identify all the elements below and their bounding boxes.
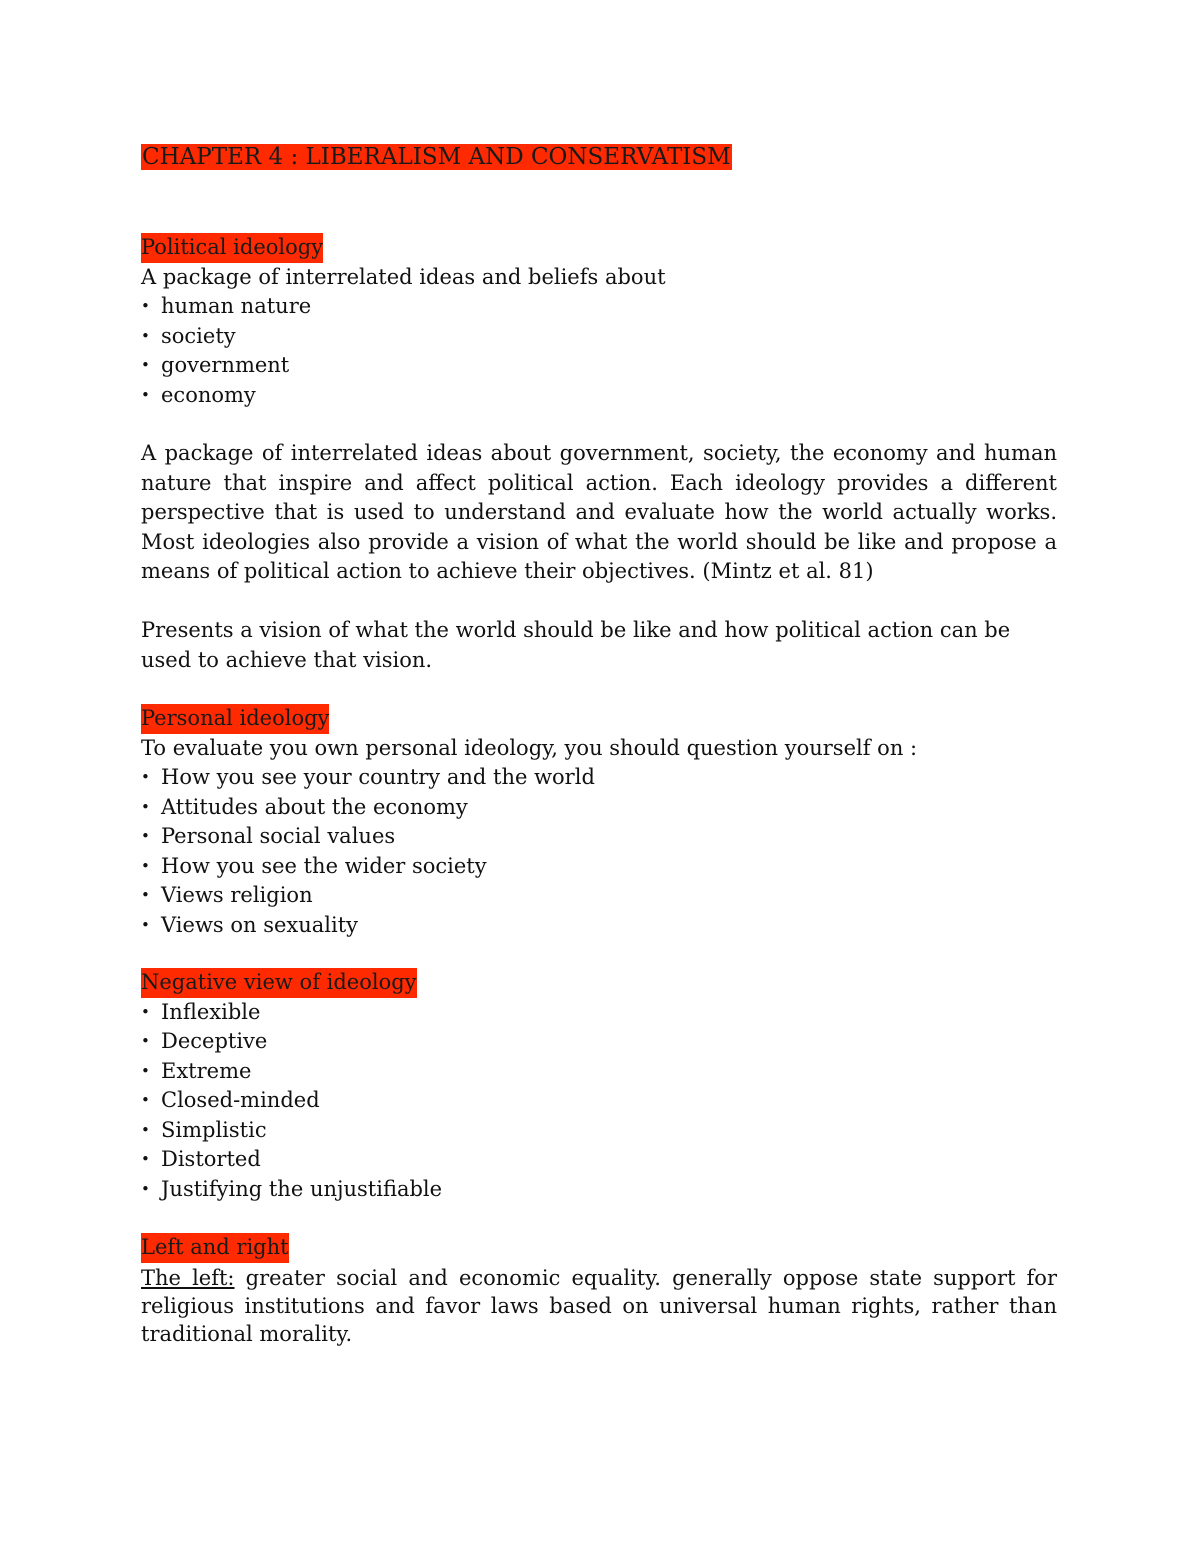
list-item: • Personal social values	[141, 822, 1057, 852]
list-item: • Attitudes about the economy	[141, 793, 1057, 823]
political-ideology-vision	[141, 616, 1041, 675]
section-heading-left-and-right: Left and right	[141, 1233, 289, 1263]
list-item: • Distorted	[141, 1145, 1057, 1175]
left-definition	[141, 1264, 1057, 1348]
personal-ideology-intro: To evaluate you own personal ideology, you should question yourself on :	[141, 735, 918, 760]
list-item: • Justifying the unjustifiable	[141, 1175, 1057, 1205]
section-heading-personal-ideology: Personal ideology	[141, 704, 329, 734]
list-item: • How you see your country and the world	[141, 763, 1057, 793]
negative-view-list	[141, 998, 1057, 1205]
list-item: • society	[141, 322, 1057, 352]
section-personal-ideology	[141, 704, 1057, 940]
list-item: • economy	[141, 381, 1057, 411]
section-political-ideology	[141, 233, 1057, 410]
paragraph-left	[141, 1264, 1057, 1348]
left-text: greater social and economic equality. generally oppose state support for religious institutions and favor laws based on universal human rights, rather than traditional morality.	[141, 1266, 1057, 1346]
list-item: • Views religion	[141, 881, 1057, 911]
chapter-title	[141, 141, 732, 173]
list-item: • How you see the wider society	[141, 852, 1057, 882]
list-item: • Inflexible	[141, 998, 1057, 1028]
paragraph-definition: A package of interrelated ideas about government, society, the economy and human nature that inspire and affect political action. Each ideology provides a different perspective that is used to understand and evaluate how the world actually works. Most ideologies also provide a vision of what the world should be like and propose a means of political action to achieve their objectives. (Mintz et al. 81)	[141, 441, 1057, 583]
list-item: • government	[141, 351, 1057, 381]
left-label: The left:	[141, 1266, 235, 1290]
section-heading-political-ideology: Political ideology	[141, 233, 323, 263]
paragraph-vision: Presents a vision of what the world should be like and how political action can be used to achieve that vision.	[141, 618, 1011, 672]
list-item: • Closed-minded	[141, 1086, 1057, 1116]
political-ideology-intro: A package of interrelated ideas and beliefs about	[141, 264, 666, 289]
section-heading-negative-view: Negative view of ideology	[141, 968, 417, 998]
list-item: • Simplistic	[141, 1116, 1057, 1146]
list-item: • Views on sexuality	[141, 911, 1057, 941]
chapter-title-text: CHAPTER 4 : LIBERALISM AND CONSERVATISM	[142, 144, 731, 170]
list-item: • Deceptive	[141, 1027, 1057, 1057]
list-item: • human nature	[141, 292, 1057, 322]
personal-ideology-list	[141, 763, 1057, 940]
section-left-and-right	[141, 1233, 1057, 1263]
political-ideology-paragraph	[141, 439, 1057, 587]
section-negative-view	[141, 968, 1057, 1204]
political-ideology-list	[141, 292, 1057, 410]
list-item: • Extreme	[141, 1057, 1057, 1087]
